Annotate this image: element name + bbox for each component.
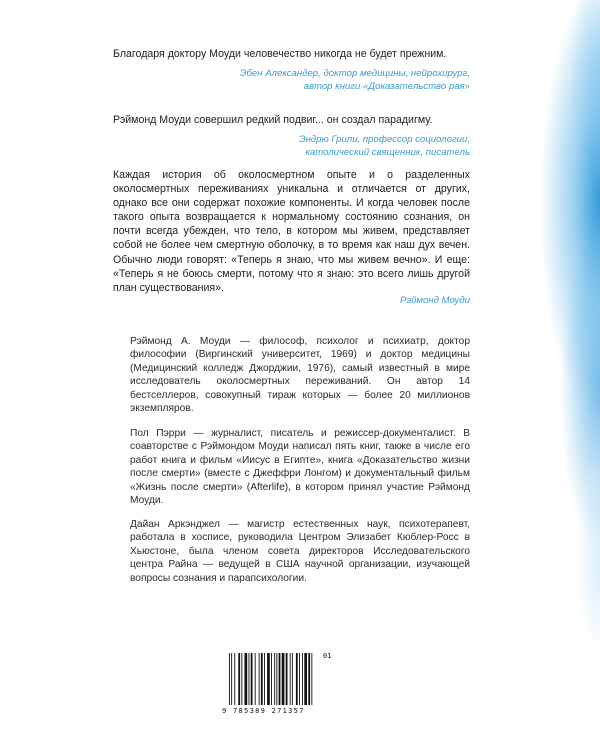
quote-1-attribution-line-1: Эбен Александер, доктор медицины, нейрохирург, <box>239 68 470 79</box>
main-quote-attribution-name: Рэймонд Моуди <box>399 295 470 306</box>
blue-edge-decoration <box>490 0 600 750</box>
barcode-bar <box>234 653 235 705</box>
barcode-bar <box>259 653 260 705</box>
barcode-bar <box>267 653 270 705</box>
barcode-bar <box>276 653 277 705</box>
barcode-bar <box>231 653 232 705</box>
bio-paul-perry: Пол Пэрри — журналист, писатель и режиссер-документалист. В соавторстве с Рэймондом Моуди написал пять книг, также в числе его работ книга и фильм «Иисус в Египте», книга «Доказательство жизни после смерти» (вместе с Джеффри Лонгом) и документальный фильм «Жизнь после смерти» (Afterlife), в котором принял участие Рэймонд Моуди. <box>130 428 470 507</box>
main-quote-attribution <box>113 294 470 307</box>
barcode-bar <box>241 653 242 705</box>
barcode-bar <box>264 653 265 705</box>
barcode-bar <box>238 653 240 705</box>
barcode-bar <box>304 653 307 705</box>
quote-1-text: Благодаря доктору Моуди человечество никогда не будет прежним. <box>113 48 447 60</box>
barcode-bar <box>251 653 253 705</box>
barcode-bar <box>274 653 275 705</box>
barcode-bar <box>271 653 272 705</box>
barcode-bar <box>311 653 312 705</box>
bio-diane-arcangel: Дайан Аркэнджел — магистр естественных наук, психотерапевт, работала в хосписе, руководила Центром Элизабет Кюблер-Росс в Хьюстоне, была членом совета директоров Исследовательского центра Райна — ведущей в США научной организации, изучающей вопросы сознания и парапсихологии. <box>130 519 470 584</box>
barcode-bar <box>286 653 288 705</box>
quote-1-attribution <box>113 67 470 93</box>
barcode-bar <box>296 653 298 705</box>
isbn-barcode <box>229 653 321 705</box>
quote-2-attribution-line-1: Эндрю Грили, профессор социологии, <box>298 134 470 145</box>
barcode-digits: 9 785389 271357 <box>222 707 305 715</box>
barcode-bar <box>302 653 303 705</box>
main-quote-paragraph: Каждая история об околосмертном опыте и о разделенных околосмертных переживаниях уникальна и отличается от других, однако все они содержат похожие компоненты. И когда человек после такого опыта возвращается к нормальному состоянию сознания, он почти всегда убежден, что тело, в котором мы живем, представляет собой не более чем смертную оболочку, в то время как наш дух вечен. Обычно люди говорят: «Теперь я знаю, что мы живем вечно». И еще: «Теперь я не боюсь смерти, потому что я знаю: это всего лишь другой план существования». <box>113 169 470 294</box>
barcode-bar <box>292 653 293 705</box>
barcode-addon-digits: 01 <box>323 652 332 660</box>
quote-1-attribution-line-2: автор книги «Доказательство рая» <box>303 81 470 92</box>
barcode-bar <box>261 653 263 705</box>
barcode-bar <box>249 653 250 705</box>
barcode-bar <box>308 653 310 705</box>
bio-raymond-moody: Рэймонд А. Моуди — философ, психолог и психиатр, доктор философии (Виргинский университет, 1969) и доктор медицины (Медицинский колледж Джорджии, 1976), самый известный в мире исследователь околосмертных переживаний. Он автор 14 бестселлеров, совокупный тираж которых — более 20 миллионов экземпляров. <box>130 336 470 415</box>
barcode-bar <box>245 653 248 705</box>
barcode-bar <box>282 653 285 705</box>
barcode-bar <box>299 653 300 705</box>
barcode-bar <box>255 653 256 705</box>
barcode-bar <box>229 653 230 705</box>
barcode-bar <box>279 653 281 705</box>
quote-2-attribution <box>113 133 470 159</box>
quote-2-text: Рэймонд Моуди совершил редкий подвиг... он создал парадигму. <box>113 114 433 126</box>
barcode-bar <box>290 653 291 705</box>
quote-2-attribution-line-2: католический священник, писатель <box>305 147 470 158</box>
